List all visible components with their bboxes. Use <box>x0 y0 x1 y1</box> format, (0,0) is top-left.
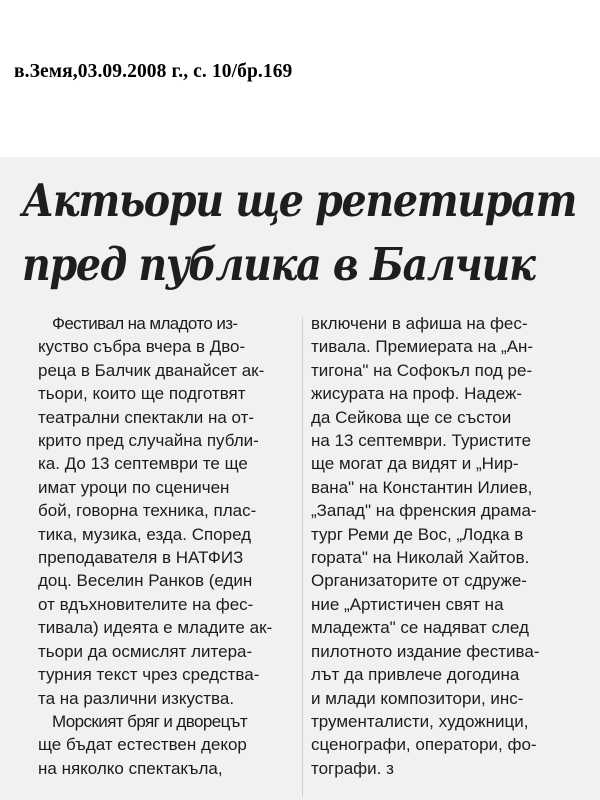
column-divider <box>302 317 303 797</box>
article-text-line: доц. Веселин Ранков (един <box>38 571 253 591</box>
article-text-line: реца в Балчик дванайсет ак- <box>38 360 265 380</box>
article-text-line: тографи. з <box>311 758 394 778</box>
article-text-line: тьори да осмислят литера- <box>38 641 253 661</box>
article-text-line: тивала) идеята е младите ак- <box>38 618 273 638</box>
article-text-line: жисурата на проф. Надеж- <box>311 384 523 404</box>
article-text-line: гората" на Николай Хайтов. <box>311 548 530 568</box>
article-text-line: тивала. Премиерата на „Ан- <box>311 337 534 357</box>
article-text-line: Морският бряг и дворецът <box>52 711 248 731</box>
article-text-line: турния текст чрез средства- <box>38 665 260 685</box>
article-text-line: Организаторите от сдруже- <box>311 571 527 591</box>
article-text-line: куство събра вчера в Дво- <box>38 337 246 357</box>
article-text-line: на 13 септември. Туристите <box>311 431 532 451</box>
article-text-line: имат уроци по сценичен <box>38 477 230 497</box>
article-text-line: да Сейкова ще се състои <box>311 407 512 427</box>
article-text-line: театрални спектакли на от- <box>38 407 255 427</box>
headline-line-1: Актьори ще репетират <box>22 174 577 227</box>
article-text-line: ние „Артистичен свят на <box>311 594 504 614</box>
article-text-line: сценографи, оператори, фо- <box>311 735 537 755</box>
article-text-line: тург Реми де Вос, „Лодка в <box>311 524 524 544</box>
article-text-line: „Запад" на френския драма- <box>311 501 537 521</box>
article-text-line: и млади композитори, инс- <box>311 688 524 708</box>
article-text-line: ка. До 13 септември те ще <box>38 454 248 474</box>
article-text-line: тьори, които ще подготвят <box>38 384 246 404</box>
article-text-line: включени в афиша на фес- <box>311 314 528 333</box>
article-column-right <box>311 312 581 780</box>
article-text-line: преподавателя в НАТФИЗ <box>38 548 244 568</box>
article-text-line: лът да привлече догодина <box>311 665 520 685</box>
headline-line-2: пред публика в Балчик <box>22 238 535 291</box>
article-text-line: тика, музика, езда. Според <box>38 524 252 544</box>
article-text-line: от вдъхновителите на фес- <box>38 594 254 614</box>
article-text-line: крито пред случайна публи- <box>38 431 259 451</box>
article-text-line: вана" на Константин Илиев, <box>311 477 533 497</box>
article-text-line: ще могат да видят и „Нир- <box>311 454 519 474</box>
article-text-line: бой, говорна техника, плас- <box>38 501 257 521</box>
article-text-line: на няколко спектакъла, <box>38 758 223 778</box>
newspaper-clipping <box>0 157 600 800</box>
article-text-line: трументалисти, художници, <box>311 711 529 731</box>
article-text-line: пилотното издание фестива- <box>311 641 540 661</box>
article-text-line: тигона" на Софокъл под ре- <box>311 360 533 380</box>
article-text-line: младежта" се надяват след <box>311 618 529 638</box>
article-text-line: Фестивал на младото из- <box>52 314 238 333</box>
article-text-line: ще бъдат естествен декор <box>38 735 247 755</box>
article-text-line: та на различни изкуства. <box>38 688 235 708</box>
article-column-left <box>38 312 308 780</box>
article-headline <box>22 169 577 297</box>
source-citation: в.Земя,03.09.2008 г., с. 10/бр.169 <box>14 61 293 82</box>
